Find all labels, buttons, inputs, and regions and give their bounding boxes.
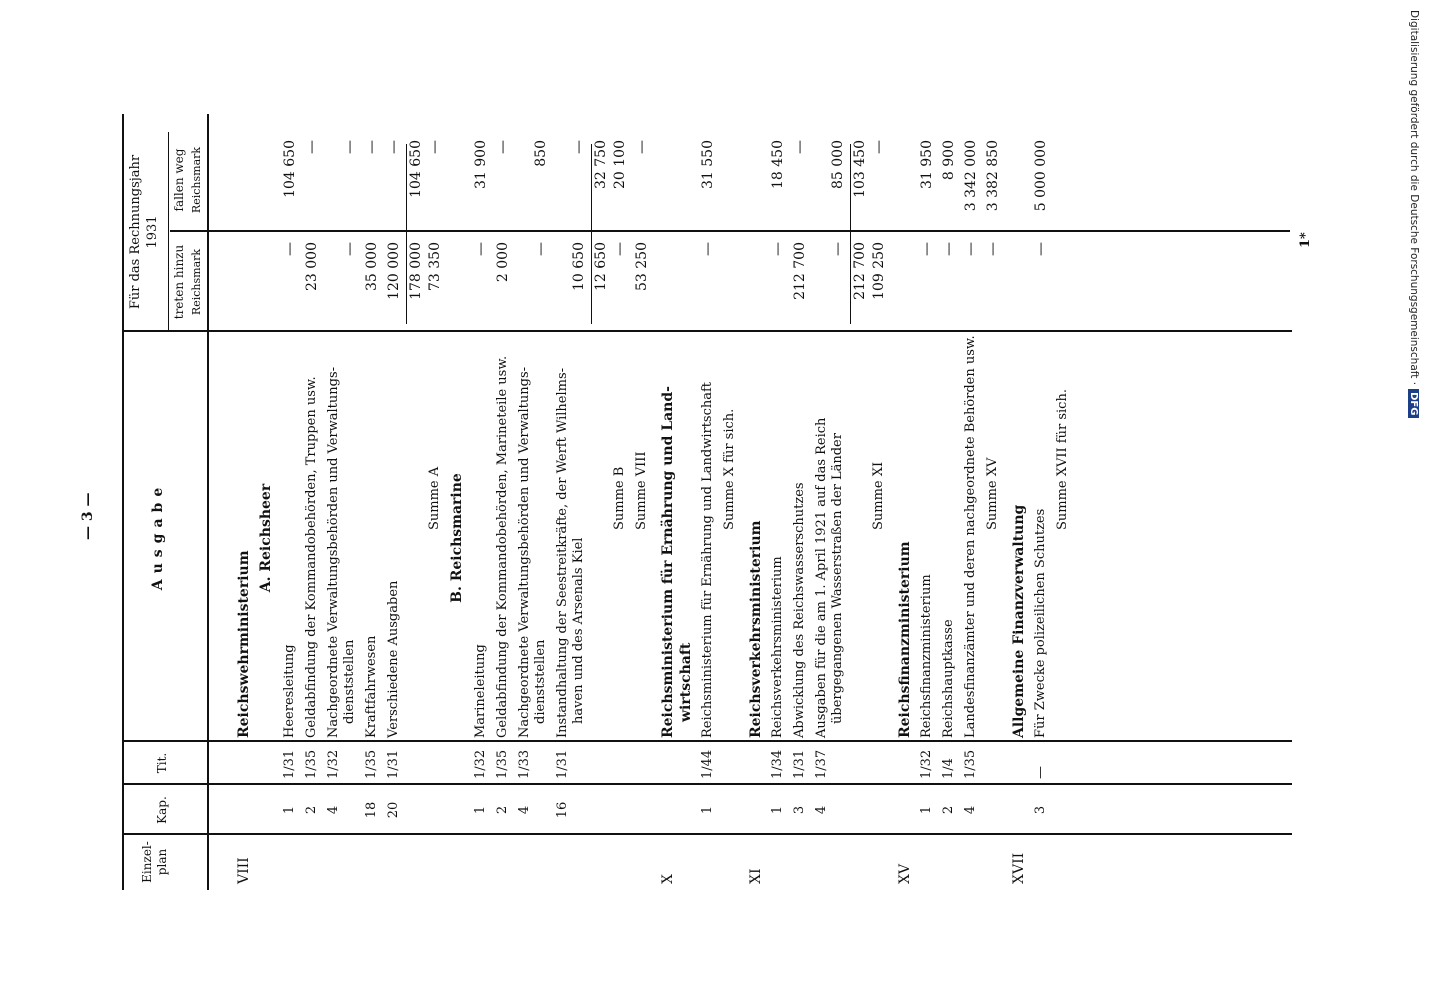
tit-number: 1/37 bbox=[814, 749, 829, 779]
plan-number: VIII bbox=[236, 857, 252, 884]
ministry-title: Reichsverkehrsministerium bbox=[748, 520, 764, 738]
item-text: Nachgeordnete Verwaltungsbehörden und Verwaltungs- bbox=[517, 366, 532, 738]
footer-mark: 1* bbox=[1298, 232, 1313, 248]
sum-treten: — bbox=[612, 242, 628, 256]
kap-number: 4 bbox=[517, 805, 532, 815]
subtotal-rule bbox=[591, 144, 592, 324]
sum-fallen: — bbox=[427, 140, 443, 154]
item-text-cont: dienststellen bbox=[533, 639, 548, 724]
fallen-value: 5 000 000 bbox=[1033, 140, 1049, 212]
item-text-cont: übergegangenen Wasserstraßen der Länder bbox=[830, 433, 845, 724]
item-text: Reichsverkehrsministerium bbox=[770, 556, 785, 738]
tit-number: 1/35 bbox=[304, 749, 319, 779]
tit-number: 1/32 bbox=[473, 749, 488, 779]
treten-value: — bbox=[830, 242, 846, 256]
section-title: A. Reichsheer bbox=[258, 483, 274, 593]
treten-value: — bbox=[963, 242, 979, 256]
kap-number: 18 bbox=[364, 801, 379, 819]
kap-number: 3 bbox=[792, 805, 807, 815]
kap-number: 16 bbox=[555, 801, 570, 819]
ministry-title: Allgemeine Finanzverwaltung bbox=[1011, 504, 1027, 738]
header-plan: Einzel- plan bbox=[140, 841, 169, 883]
sum-treten: 73 350 bbox=[427, 242, 443, 291]
treten-value: — bbox=[342, 242, 358, 256]
item-text: Für Zwecke polizeilichen Schutzes bbox=[1033, 508, 1048, 738]
tit-number: 1/44 bbox=[700, 749, 715, 779]
fallen-value: — bbox=[342, 140, 358, 154]
sum-fallen: 20 100 bbox=[612, 140, 628, 189]
fallen-value: — bbox=[364, 140, 380, 154]
kap-number: 1 bbox=[473, 805, 488, 815]
item-text: Nachgeordnete Verwaltungsbehörden und Verwaltungs- bbox=[326, 366, 341, 738]
plan-number: XI bbox=[748, 868, 764, 884]
subtotal-treten: 212 700 bbox=[852, 242, 868, 300]
tit-number: 1/35 bbox=[364, 749, 379, 779]
header-year: 1931 bbox=[145, 215, 160, 249]
tit-number: 1/35 bbox=[495, 749, 510, 779]
item-text: Geldabfindung der Kommandobehörden, Truppen usw. bbox=[304, 376, 319, 738]
subtotal-fallen: 104 650 bbox=[408, 140, 424, 198]
plan-number: XVII bbox=[1011, 852, 1027, 884]
sidebar-credit bbox=[1404, 0, 1434, 1000]
kap-number: 4 bbox=[326, 805, 341, 815]
treten-value: 35 000 bbox=[364, 242, 380, 291]
item-text: Kraftfahrwesen bbox=[364, 635, 379, 738]
col-rule-plan bbox=[122, 833, 1292, 835]
section-title: B. Reichsmarine bbox=[449, 473, 465, 603]
treten-value: 212 700 bbox=[792, 242, 808, 300]
kap-number: 2 bbox=[495, 805, 510, 815]
treten-value: — bbox=[941, 242, 957, 256]
header-treten: treten hinzu bbox=[172, 244, 186, 320]
kap-number: 1 bbox=[700, 805, 715, 815]
kap-number: 2 bbox=[304, 805, 319, 815]
kap-number: 1 bbox=[282, 805, 297, 815]
fallen-value: — bbox=[386, 140, 402, 154]
sum-treten: — bbox=[985, 242, 1001, 256]
kap-number: 20 bbox=[386, 801, 401, 819]
treten-value: 10 650 bbox=[571, 242, 587, 291]
subtotal-rule bbox=[850, 144, 851, 324]
sum-label: Summe VIII bbox=[634, 451, 649, 530]
tit-number: 1/31 bbox=[282, 749, 297, 779]
tit-number: 1/34 bbox=[770, 749, 785, 779]
col-rule-ausgabe bbox=[122, 330, 1292, 332]
subtotal-treten: 12 650 bbox=[593, 242, 609, 291]
sum-label: Summe XI bbox=[871, 461, 886, 530]
plan-number: XV bbox=[897, 863, 913, 884]
fallen-value: 85 000 bbox=[830, 140, 846, 189]
ministry-title: Reichswehrministerium bbox=[236, 550, 252, 738]
tit-number: 1/35 bbox=[963, 749, 978, 779]
treten-value: — bbox=[700, 242, 716, 256]
tit-number: 1/33 bbox=[517, 749, 532, 779]
fallen-value: 3 342 000 bbox=[963, 140, 979, 212]
treten-value: 23 000 bbox=[304, 242, 320, 291]
treten-value: — bbox=[473, 242, 489, 256]
item-text: Verschiedene Ausgaben bbox=[386, 580, 401, 738]
subtotal-fallen: 32 750 bbox=[593, 140, 609, 189]
kap-number: 4 bbox=[814, 805, 829, 815]
fallen-value: 31 950 bbox=[919, 140, 935, 189]
header-unit-fallen: Reichsmark bbox=[190, 146, 203, 214]
item-text: Landesfinanzämter und deren nachgeordnete Behörden usw. bbox=[963, 335, 978, 738]
credit-label: Digitalisierung gefördert durch die Deutsche Forschungsgemeinschaft · bbox=[1408, 10, 1420, 386]
tit-number: — bbox=[1033, 766, 1048, 779]
ministry-title: Reichsfinanzministerium bbox=[897, 541, 913, 738]
treten-value: — bbox=[770, 242, 786, 256]
treten-value: — bbox=[533, 242, 549, 256]
item-text: Abwicklung des Reichswasserschutzes bbox=[792, 482, 807, 738]
fallen-value: — bbox=[495, 140, 511, 154]
tit-number: 1/31 bbox=[386, 749, 401, 779]
col-rule-kap bbox=[122, 783, 1292, 785]
subtotal-fallen: 103 450 bbox=[852, 140, 868, 198]
tit-number: 1/31 bbox=[792, 749, 807, 779]
header-unit-treten: Reichsmark bbox=[190, 248, 203, 316]
item-text-cont: haven und des Arsenals Kiel bbox=[571, 537, 586, 724]
tit-number: 1/31 bbox=[555, 749, 570, 779]
sum-fallen: — bbox=[634, 140, 650, 154]
header-ausgabe: Ausgabe bbox=[150, 481, 166, 591]
subtotal-rule bbox=[406, 144, 407, 324]
treten-value: 2 000 bbox=[495, 242, 511, 283]
fallen-value: 8 900 bbox=[941, 140, 957, 181]
kap-number: 1 bbox=[770, 805, 785, 815]
sum-label: Summe XVII für sich. bbox=[1055, 389, 1070, 530]
item-text: Marineleitung bbox=[473, 644, 488, 738]
dfg-logo: DFG bbox=[1408, 389, 1419, 418]
fallen-value: — bbox=[571, 140, 587, 154]
sum-fallen: 3 382 850 bbox=[985, 140, 1001, 212]
kap-number: 2 bbox=[941, 805, 956, 815]
fallen-value: 31 900 bbox=[473, 140, 489, 189]
tit-number: 1/4 bbox=[941, 758, 956, 779]
year-rule bbox=[168, 132, 169, 332]
item-text: Ausgaben für die am 1. April 1921 auf das Reich bbox=[814, 417, 829, 738]
sum-treten: 53 250 bbox=[634, 242, 650, 291]
col-rule-treten bbox=[170, 230, 1290, 232]
fallen-value: 31 550 bbox=[700, 140, 716, 189]
plan-number: X bbox=[660, 874, 676, 884]
fallen-value: 850 bbox=[533, 140, 549, 167]
fallen-value: — bbox=[792, 140, 808, 154]
header-year-title: Für das Rechnungsjahr bbox=[128, 154, 143, 310]
header-kap: Kap. bbox=[155, 796, 169, 824]
tit-number: 1/32 bbox=[919, 749, 934, 779]
ministry-title: Reichsministerium für Ernährung und Land- bbox=[660, 386, 676, 738]
kap-number: 1 bbox=[919, 805, 934, 815]
kap-number: 4 bbox=[963, 805, 978, 815]
sum-label: Summe A bbox=[427, 466, 442, 530]
header-tit: Tit. bbox=[155, 752, 169, 774]
kap-number: 3 bbox=[1033, 805, 1048, 815]
subtotal-treten: 178 000 bbox=[408, 242, 424, 300]
fallen-value: 104 650 bbox=[282, 140, 298, 198]
item-text-cont: dienststellen bbox=[342, 639, 357, 724]
item-text: Reichsfinanzministerium bbox=[919, 574, 934, 738]
item-text: Reichshauptkasse bbox=[941, 619, 956, 738]
page-number: — 3 — bbox=[80, 492, 96, 540]
fallen-value: — bbox=[304, 140, 320, 154]
table-top-rule bbox=[122, 114, 124, 890]
col-rule-tit bbox=[122, 740, 1292, 742]
treten-value: — bbox=[919, 242, 935, 256]
sum-label: Summe B bbox=[612, 466, 627, 530]
sum-label: Summe XV bbox=[985, 457, 1000, 530]
credit-text bbox=[1408, 10, 1420, 418]
treten-value: — bbox=[282, 242, 298, 256]
ministry-title-cont: wirtschaft bbox=[678, 642, 694, 722]
header-fallen: fallen weg bbox=[172, 148, 186, 212]
item-text: Instandhaltung der Seestreitkräfte, der Werft Wilhelms- bbox=[555, 367, 570, 738]
treten-value: 120 000 bbox=[386, 242, 402, 300]
item-text: Reichsministerium für Ernährung und Landwirtschaft bbox=[700, 381, 715, 738]
fallen-value: 18 450 bbox=[770, 140, 786, 189]
sum-label: Summe X für sich. bbox=[722, 408, 737, 530]
sum-fallen: — bbox=[871, 140, 887, 154]
sum-treten: 109 250 bbox=[871, 242, 887, 300]
treten-value: — bbox=[1033, 242, 1049, 256]
item-text: Geldabfindung der Kommandobehörden, Marineteile usw. bbox=[495, 355, 510, 738]
tit-number: 1/32 bbox=[326, 749, 341, 779]
item-text: Heeresleitung bbox=[282, 644, 297, 738]
